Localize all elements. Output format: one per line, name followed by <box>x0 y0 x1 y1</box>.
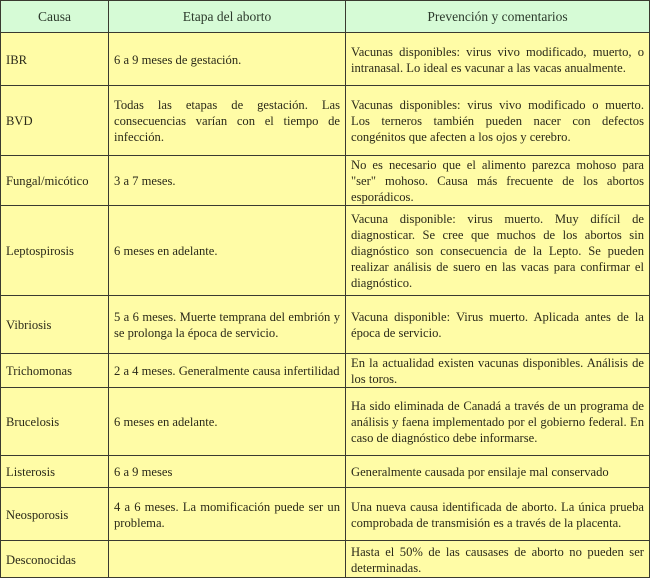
table-row <box>1 296 650 354</box>
header-row <box>1 1 650 33</box>
stage-cell: 5 a 6 meses. Muerte temprana del embrión y se prolonga la época de servicio. <box>109 296 346 354</box>
table-row <box>1 354 650 388</box>
notes-cell: Una nueva causa identificada de aborto. La única prueba comprobada de transmisión es a través de la placenta. <box>346 488 650 541</box>
notes-cell: Generalmente causada por ensilaje mal conservado <box>346 456 650 488</box>
table-row <box>1 488 650 541</box>
header-cause: Causa <box>1 1 109 33</box>
table-row <box>1 86 650 156</box>
cause-cell: Leptospirosis <box>1 206 109 296</box>
notes-cell: Hasta el 50% de las causases de aborto no pueden ser determinadas. <box>346 541 650 578</box>
cause-cell: BVD <box>1 86 109 156</box>
stage-cell: 6 meses en adelante. <box>109 206 346 296</box>
cause-cell: Trichomonas <box>1 354 109 388</box>
stage-cell: Todas las etapas de gestación. Las consecuencias varían con el tiempo de infección. <box>109 86 346 156</box>
header-notes: Prevención y comentarios <box>346 1 650 33</box>
notes-cell: En la actualidad existen vacunas disponibles. Análisis de los toros. <box>346 354 650 388</box>
stage-cell: 4 a 6 meses. La momificación puede ser un problema. <box>109 488 346 541</box>
notes-cell: No es necesario que el alimento parezca mohoso para "ser" mohoso. Causa más frecuente de los abortos esporádicos. <box>346 156 650 206</box>
table-row <box>1 33 650 86</box>
notes-cell: Vacunas disponibles: virus vivo modificado o muerto. Los terneros también pueden nacer con defectos congénitos que afecten a los ojos y cerebro. <box>346 86 650 156</box>
cause-cell: Desconocidas <box>1 541 109 578</box>
cause-cell: Vibriosis <box>1 296 109 354</box>
table-row <box>1 156 650 206</box>
table-row <box>1 206 650 296</box>
stage-cell: 6 a 9 meses <box>109 456 346 488</box>
stage-cell: 2 a 4 meses. Generalmente causa infertilidad <box>109 354 346 388</box>
notes-cell: Vacuna disponible: virus muerto. Muy difícil de diagnosticar. Se cree que muchos de los abortos sin diagnóstico son consecuencia de la Lepto. Se pueden realizar análisis de suero en las vacas para confirmar el diagnóstico. <box>346 206 650 296</box>
cause-cell: Neosporosis <box>1 488 109 541</box>
stage-cell <box>109 541 346 578</box>
stage-cell: 6 a 9 meses de gestación. <box>109 33 346 86</box>
table-row <box>1 388 650 456</box>
cause-cell: IBR <box>1 33 109 86</box>
cause-cell: Fungal/micótico <box>1 156 109 206</box>
notes-cell: Ha sido eliminada de Canadá a través de un programa de análisis y faena implementado por el gobierno federal. En caso de diagnóstico debe informarse. <box>346 388 650 456</box>
table-row <box>1 456 650 488</box>
stage-cell: 3 a 7 meses. <box>109 156 346 206</box>
cause-cell: Brucelosis <box>1 388 109 456</box>
table-row <box>1 541 650 578</box>
stage-cell: 6 meses en adelante. <box>109 388 346 456</box>
notes-cell: Vacunas disponibles: virus vivo modificado, muerto, o intranasal. Lo ideal es vacunar a las vacas anualmente. <box>346 33 650 86</box>
cause-cell: Listerosis <box>1 456 109 488</box>
header-stage: Etapa del aborto <box>109 1 346 33</box>
notes-cell: Vacuna disponible: Virus muerto. Aplicada antes de la época de servicio. <box>346 296 650 354</box>
